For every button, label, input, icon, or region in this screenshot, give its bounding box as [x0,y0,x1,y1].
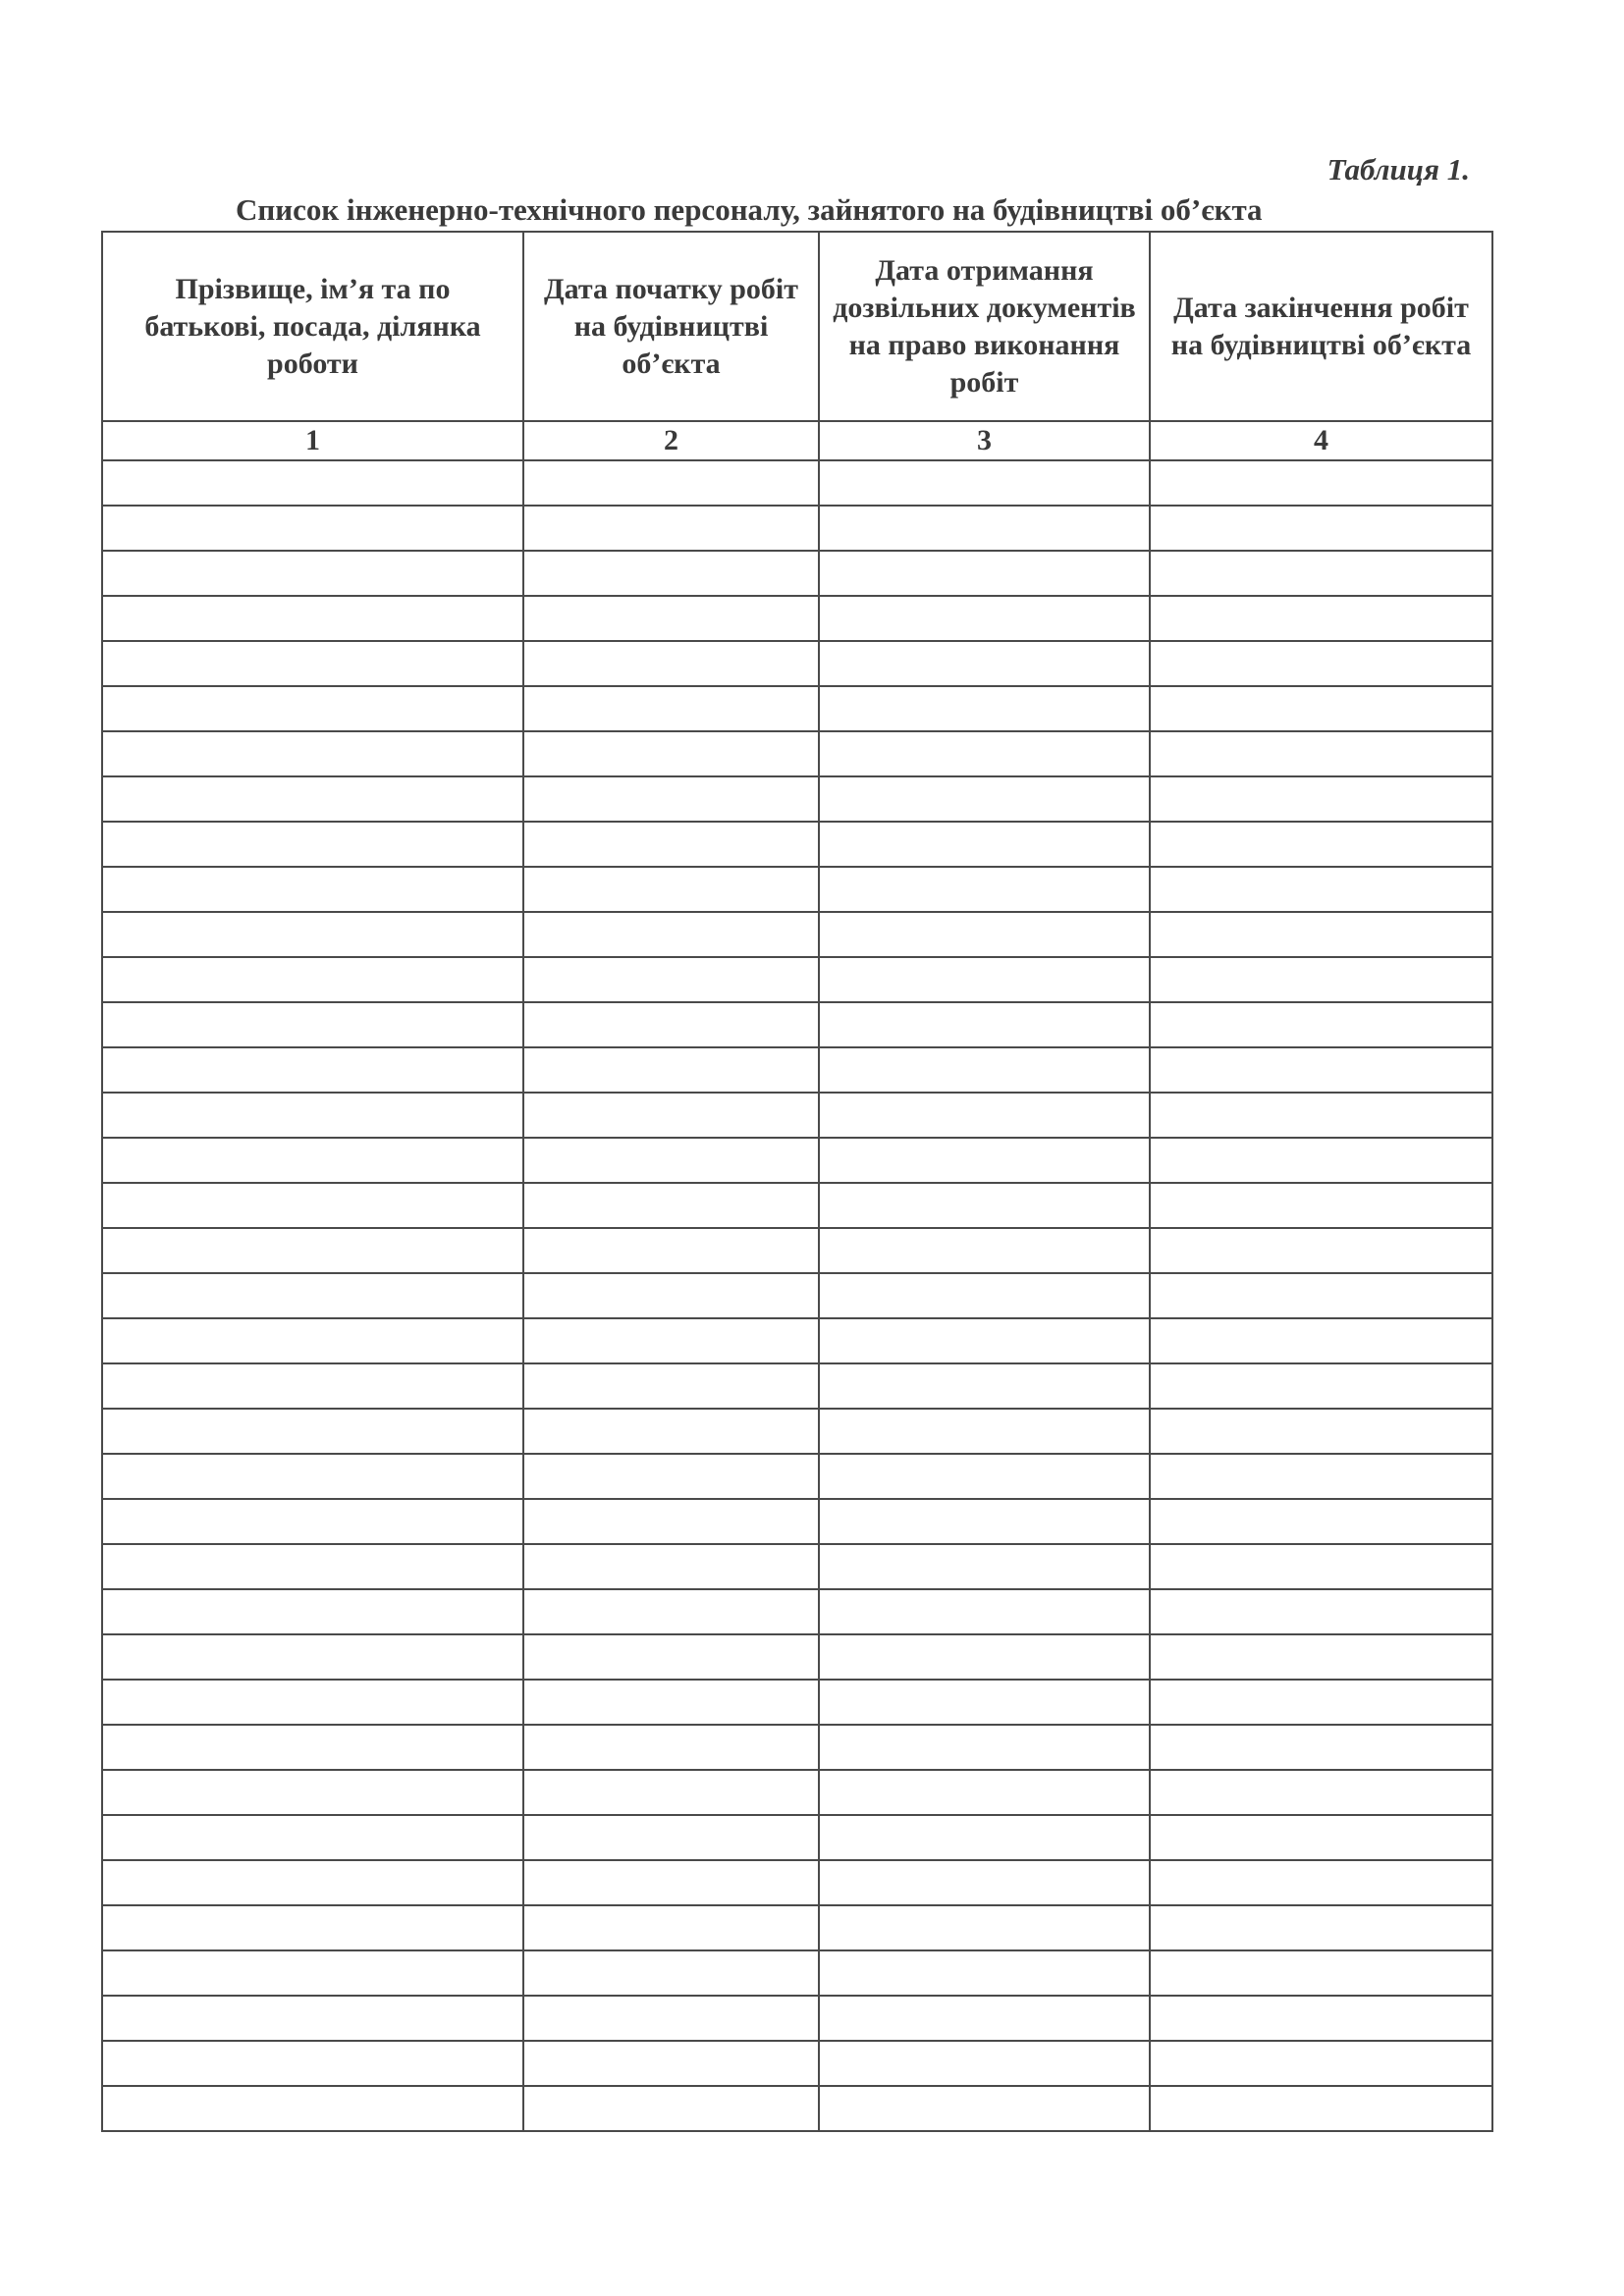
table-cell[interactable] [102,1273,523,1318]
table-cell[interactable] [523,912,819,957]
table-cell[interactable] [819,1002,1150,1047]
table-cell[interactable] [523,596,819,641]
table-caption: Таблиця 1. [1326,152,1470,187]
table-cell[interactable] [819,1589,1150,1634]
table-cell[interactable] [1150,1680,1492,1725]
table-row [102,1589,1492,1634]
table-cell[interactable] [523,731,819,776]
table-cell[interactable] [1150,1002,1492,1047]
table-cell[interactable] [523,1996,819,2041]
table-cell[interactable] [102,2086,523,2131]
table-row [102,1363,1492,1409]
table-cell[interactable] [819,776,1150,822]
table-row [102,1544,1492,1589]
table-cell[interactable] [819,1905,1150,1950]
table-cell[interactable] [102,1680,523,1725]
table-cell[interactable] [1150,867,1492,912]
table-row [102,551,1492,596]
table-cell[interactable] [1150,731,1492,776]
table-cell[interactable] [1150,2086,1492,2131]
table-cell[interactable] [523,867,819,912]
table-cell[interactable] [1150,1905,1492,1950]
table-cell[interactable] [1150,1363,1492,1409]
table-row [102,460,1492,506]
table-header-row [102,232,1492,421]
table-cell[interactable] [819,822,1150,867]
table-cell[interactable] [523,1950,819,1996]
table-cell[interactable] [102,1770,523,1815]
table-row [102,1860,1492,1905]
table-cell[interactable] [102,1589,523,1634]
table-cell[interactable] [1150,1228,1492,1273]
table-cell[interactable] [1150,686,1492,731]
table-cell[interactable] [819,686,1150,731]
table-cell[interactable] [102,1544,523,1589]
table-cell[interactable] [102,776,523,822]
table-cell[interactable] [819,1860,1150,1905]
table-cell[interactable] [102,1409,523,1454]
table-cell[interactable] [1150,1047,1492,1093]
table-row [102,1815,1492,1860]
table-cell[interactable] [819,1047,1150,1093]
table-row [102,731,1492,776]
table-cell[interactable] [523,641,819,686]
table-cell[interactable] [819,912,1150,957]
table-cell[interactable] [523,1815,819,1860]
table-cell[interactable] [819,1273,1150,1318]
table-cell[interactable] [819,1996,1150,2041]
table-cell[interactable] [1150,957,1492,1002]
table-cell[interactable] [523,506,819,551]
table-cell[interactable] [102,1499,523,1544]
table-cell[interactable] [819,1138,1150,1183]
table-cell[interactable] [819,1183,1150,1228]
table-cell[interactable] [819,596,1150,641]
table-cell[interactable] [1150,1499,1492,1544]
table-cell[interactable] [102,957,523,1002]
table-cell[interactable] [523,1499,819,1544]
table-cell[interactable] [819,1950,1150,1996]
table-row [102,957,1492,1002]
table-cell[interactable] [1150,2041,1492,2086]
table-row [102,1680,1492,1725]
table-row [102,822,1492,867]
table-row [102,1318,1492,1363]
table-cell[interactable] [523,1183,819,1228]
table-cell[interactable] [1150,641,1492,686]
column-number: 4 [1150,421,1492,460]
table-cell[interactable] [1150,1996,1492,2041]
table-row [102,1273,1492,1318]
table-cell[interactable] [523,1860,819,1905]
table-cell[interactable] [819,1634,1150,1680]
table-cell[interactable] [102,1860,523,1905]
table-cell[interactable] [523,776,819,822]
table-cell[interactable] [102,1138,523,1183]
table-row [102,1950,1492,1996]
table-cell[interactable] [523,957,819,1002]
table-cell[interactable] [1150,1725,1492,1770]
table-cell[interactable] [102,1815,523,1860]
table-cell[interactable] [819,1409,1150,1454]
table-cell[interactable] [1150,460,1492,506]
table-cell[interactable] [1150,822,1492,867]
table-cell[interactable] [819,1318,1150,1363]
table-row [102,867,1492,912]
table-cell[interactable] [1150,1138,1492,1183]
table-row [102,506,1492,551]
table-cell[interactable] [102,506,523,551]
table-cell[interactable] [102,912,523,957]
table-cell[interactable] [523,1725,819,1770]
table-title: Список інженерно-технічного персоналу, зайнятого на будівництві об’єкта [236,192,1263,227]
table-cell[interactable] [102,1093,523,1138]
table-cell[interactable] [1150,1454,1492,1499]
table-row [102,2086,1492,2131]
table-cell[interactable] [102,1047,523,1093]
table-cell[interactable] [102,551,523,596]
table-cell[interactable] [102,1950,523,1996]
table-cell[interactable] [819,460,1150,506]
table-cell[interactable] [102,1905,523,1950]
table-cell[interactable] [819,2086,1150,2131]
table-cell[interactable] [102,596,523,641]
table-cell[interactable] [102,1634,523,1680]
table-cell[interactable] [1150,1634,1492,1680]
table-cell[interactable] [523,1589,819,1634]
table-cell[interactable] [1150,596,1492,641]
table-cell[interactable] [1150,1273,1492,1318]
table-cell[interactable] [523,1680,819,1725]
table-row [102,686,1492,731]
table-cell[interactable] [1150,1183,1492,1228]
table-cell[interactable] [1150,1860,1492,1905]
table-row [102,1228,1492,1273]
table-cell[interactable] [102,1183,523,1228]
table-cell[interactable] [102,1996,523,2041]
table-row [102,1409,1492,1454]
table-cell[interactable] [819,506,1150,551]
personnel-table [101,231,1493,2132]
table-cell[interactable] [102,731,523,776]
table-row [102,1725,1492,1770]
table-row [102,1138,1492,1183]
table-cell[interactable] [819,2041,1150,2086]
table-row [102,2041,1492,2086]
table-cell[interactable] [102,1363,523,1409]
table-cell[interactable] [1150,1093,1492,1138]
table-cell[interactable] [523,1138,819,1183]
table-cell[interactable] [102,1318,523,1363]
table-cell[interactable] [1150,1409,1492,1454]
table-cell[interactable] [1150,912,1492,957]
table-cell[interactable] [102,822,523,867]
table-cell[interactable] [523,460,819,506]
table-row [102,1183,1492,1228]
table-cell[interactable] [102,686,523,731]
column-header-start-date: Дата початку робіт на будівництві об’єкта [523,232,819,421]
table-cell[interactable] [1150,506,1492,551]
table-cell[interactable] [523,1634,819,1680]
table-cell[interactable] [819,867,1150,912]
table-cell[interactable] [523,1228,819,1273]
table-row [102,912,1492,957]
table-cell[interactable] [1150,1950,1492,1996]
table-row [102,1047,1492,1093]
table-cell[interactable] [1150,1770,1492,1815]
table-cell[interactable] [523,1363,819,1409]
table-cell[interactable] [523,1454,819,1499]
column-header-end-date: Дата закінчення робіт на будівництві об’єкта [1150,232,1492,421]
table-cell[interactable] [102,1454,523,1499]
table-row [102,1996,1492,2041]
table-cell[interactable] [523,1273,819,1318]
table-cell[interactable] [523,822,819,867]
table-row [102,1002,1492,1047]
table-row [102,1454,1492,1499]
table-cell[interactable] [819,641,1150,686]
column-number: 2 [523,421,819,460]
table-cell[interactable] [819,731,1150,776]
table-row [102,1499,1492,1544]
table-cell[interactable] [1150,1318,1492,1363]
column-number: 3 [819,421,1150,460]
table-cell[interactable] [523,551,819,596]
table-cell[interactable] [1150,1589,1492,1634]
table-cell[interactable] [819,551,1150,596]
column-header-permit-date: Дата отримання дозвільних документів на право виконання робіт [819,232,1150,421]
table-cell[interactable] [523,1409,819,1454]
table-cell[interactable] [102,1228,523,1273]
table-cell[interactable] [819,957,1150,1002]
table-cell[interactable] [523,1093,819,1138]
table-row [102,1634,1492,1680]
table-cell[interactable] [819,1815,1150,1860]
table-cell[interactable] [819,1093,1150,1138]
table-cell[interactable] [1150,776,1492,822]
column-header-name: Прізвище, ім’я та по батькові, посада, ділянка роботи [102,232,523,421]
table-cell[interactable] [523,1047,819,1093]
column-number: 1 [102,421,523,460]
column-number-row [102,421,1492,460]
table-cell[interactable] [523,1544,819,1589]
table-cell[interactable] [819,1454,1150,1499]
table-cell[interactable] [819,1725,1150,1770]
table-row [102,776,1492,822]
table-row [102,641,1492,686]
table-cell[interactable] [523,686,819,731]
table-cell[interactable] [523,1002,819,1047]
table-cell[interactable] [102,1725,523,1770]
table-cell[interactable] [523,2086,819,2131]
table-cell[interactable] [102,641,523,686]
table-cell[interactable] [102,2041,523,2086]
table-cell[interactable] [1150,551,1492,596]
table-row [102,596,1492,641]
table-row [102,1905,1492,1950]
table-cell[interactable] [1150,1815,1492,1860]
table-cell[interactable] [523,1770,819,1815]
table-cell[interactable] [102,1002,523,1047]
table-cell[interactable] [102,867,523,912]
table-cell[interactable] [102,460,523,506]
table-cell[interactable] [523,1318,819,1363]
table-cell[interactable] [523,2041,819,2086]
table-row [102,1770,1492,1815]
table-cell[interactable] [819,1363,1150,1409]
table-cell[interactable] [819,1544,1150,1589]
table-row [102,1093,1492,1138]
table-cell[interactable] [523,1905,819,1950]
table-cell[interactable] [819,1770,1150,1815]
table-cell[interactable] [1150,1544,1492,1589]
table-cell[interactable] [819,1228,1150,1273]
table-cell[interactable] [819,1680,1150,1725]
table-cell[interactable] [819,1499,1150,1544]
